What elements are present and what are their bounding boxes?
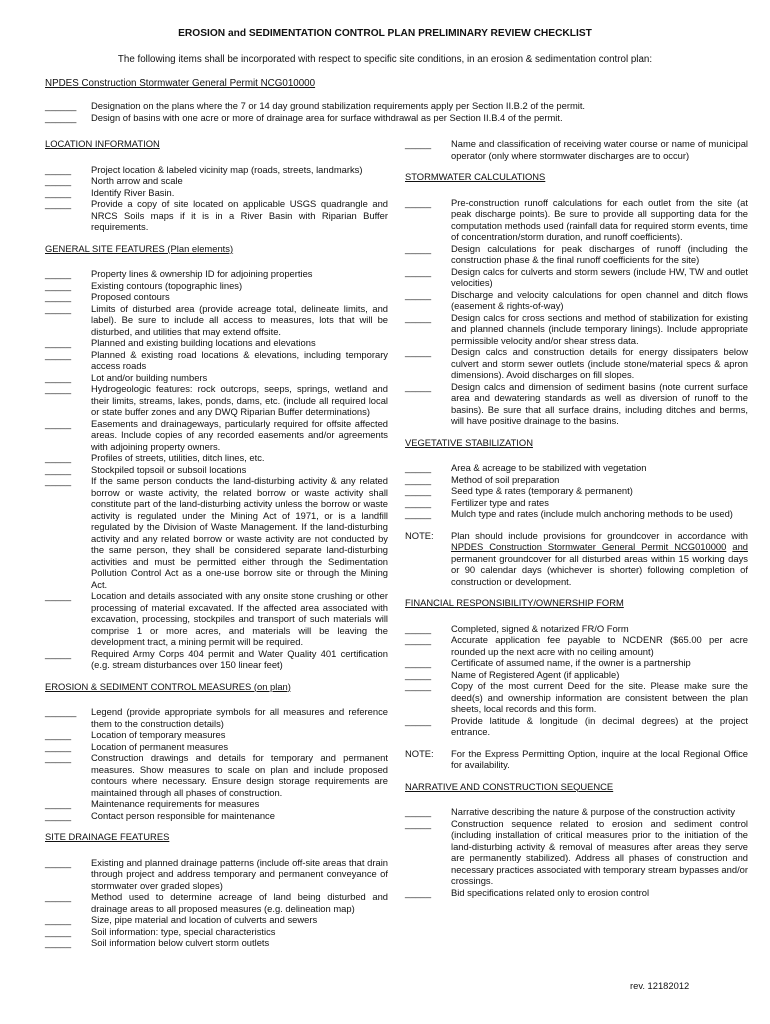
page-title: EROSION and SEDIMENTATION CONTROL PLAN PRELIMINARY REVIEW CHECKLIST bbox=[178, 28, 592, 39]
check-blank[interactable]: _____ bbox=[45, 383, 72, 394]
check-blank[interactable]: _____ bbox=[45, 590, 72, 601]
check-blank[interactable]: _____ bbox=[45, 371, 72, 383]
check-blank[interactable]: _____ bbox=[45, 463, 72, 475]
check-blank[interactable]: _____ bbox=[45, 268, 72, 279]
note-label: NOTE: bbox=[405, 529, 434, 541]
list-item: _____ Design calculations for peak discharges of runoff (including the construction phase & the final runoff coefficients for the site) bbox=[405, 242, 748, 265]
check-blank[interactable]: _____ bbox=[45, 417, 72, 429]
list-item: _____ Profiles of streets, utilities, ditch lines, etc. bbox=[45, 452, 265, 463]
list-item: _____ Proposed contours bbox=[45, 291, 170, 302]
list-item: _____ Property lines & ownership ID for adjoining properties bbox=[45, 268, 313, 279]
list-item: _____ Existing and planned drainage patterns (include off-site areas that drain through project and address temporary and permanent conveyance of stormwater over graded slopes) bbox=[45, 856, 388, 891]
list-item: _____ Area & acreage to be stabilized with vegetation bbox=[405, 462, 647, 473]
list-item: _____ If the same person conducts the land-disturbing activity & any related borrow or waste activity, the related borrow or waste activity shall constitute part of the land-disturbing activity unless the borrow or waste activity is regulated under the Mining Act of 1971, or is a landfill regulated by the Division of Waste Management. If the land-disturbing activity and any related borrow or waste activity are not conducted by the same person, they shall be considered separate land-disturbing activities and must be permitted either through the Sedimentation Pollution Control Act as a one-use borrow site or through the Mining Act. bbox=[45, 475, 388, 590]
check-blank[interactable]: _____ bbox=[45, 348, 72, 360]
list-item: _____ Planned & existing road locations & elevations, including temporary access roads bbox=[45, 348, 388, 371]
section-heading: EROSION & SEDIMENT CONTROL MEASURES (on plan) bbox=[45, 680, 291, 692]
list-item: _____ Certificate of assumed name, if the owner is a partnership bbox=[405, 657, 691, 668]
check-blank[interactable]: _____ bbox=[45, 475, 72, 486]
section-heading: FINANCIAL RESPONSIBILITY/OWNERSHIP FORM bbox=[405, 597, 624, 608]
check-blank[interactable]: _____ bbox=[405, 485, 432, 496]
list-item: _____ Location of temporary measures bbox=[45, 729, 226, 740]
list-item: _____ Existing contours (topographic lines) bbox=[45, 279, 243, 291]
check-blank[interactable]: _____ bbox=[405, 473, 432, 485]
list-item: _____ Design calcs and dimension of sediment basins (note current surface area and dewatering standards as well as diversion of runoff to the basins). Be sure that all surface drains, including ditches and berms, will have positive drainage to the basins. bbox=[405, 380, 748, 426]
list-item: _____ Contact person responsible for maintenance bbox=[45, 809, 275, 821]
check-blank[interactable]: _____ bbox=[45, 163, 72, 175]
check-blank[interactable]: _____ bbox=[45, 729, 72, 740]
list-item: _____ Narrative describing the nature & purpose of the construction activity bbox=[405, 806, 736, 817]
check-blank[interactable]: _____ bbox=[405, 680, 432, 691]
check-blank[interactable]: _____ bbox=[405, 288, 432, 300]
check-blank[interactable]: _____ bbox=[45, 186, 72, 198]
section-heading: SITE DRAINAGE FEATURES bbox=[45, 831, 170, 842]
check-blank[interactable]: _____ bbox=[45, 914, 72, 925]
note: NOTE: Plan should include provisions for groundcover in accordance with NPDES Construction Stormwater General Permit NCG010000 and permanent groundcover for all disturbed areas within 15 working days or 90 calendar days (whichever is shorter) following completion of construction or development. bbox=[405, 529, 749, 587]
check-blank[interactable]: ______ bbox=[45, 706, 77, 717]
list-item: _____ Method used to determine acreage of land being disturbed and drainage areas to all proposed measures (e.g. delineation map) bbox=[45, 891, 388, 914]
list-item: _____ Construction sequence related to erosion and sediment control (including installation of critical measures prior to the initiation of the land-disturbing activity & removal of measures after areas they serve are permanently stabilized). Address all phases of construction and necessary practices associated with temporary stream bypasses and/or crossings. bbox=[405, 817, 749, 886]
check-blank[interactable]: _____ bbox=[45, 891, 72, 902]
list-item: _____ Pre-construction runoff calculations for each outlet from the site (at peak discharge points). Be sure to provide all supporting data for the computation methods used (rainfall data for required storm events, time of concentration/storm duration, and runoff coefficients). bbox=[405, 196, 748, 242]
list-item: _____ Hydrogeologic features: rock outcrops, seeps, springs, wetland and their limits, streams, lakes, ponds, dams, etc. (include all required local or state buffer zones and any DWQ Riparian Buffer determinations) bbox=[45, 383, 388, 417]
list-item: _____ Provide latitude & longitude (in decimal degrees) at the project entrance. bbox=[405, 714, 748, 737]
list-item: _____ Construction drawings and details for temporary and permanent measures. Show measures to scale on plan and include proposed contours where necessary. Ensure design storage requirements are maintained through all phases of construction. bbox=[45, 752, 388, 798]
section-heading: LOCATION INFORMATION bbox=[45, 138, 160, 149]
check-blank[interactable]: _____ bbox=[405, 196, 432, 208]
list-item: _____ Copy of the most current Deed for the site. Please make sure the deed(s) and ownership information are consistent between the plan sheets, local records and this form. bbox=[405, 680, 748, 714]
revision-label: rev. 12182012 bbox=[630, 980, 690, 991]
check-blank[interactable]: ______ bbox=[45, 111, 77, 123]
list-item: _____ Provide a copy of site located on applicable USGS quadrangle and NRCS Soils maps if it is in a River Basin with Riparian Buffer requirements. bbox=[45, 198, 388, 232]
check-blank[interactable]: _____ bbox=[45, 798, 72, 809]
section-heading: STORMWATER CALCULATIONS bbox=[405, 171, 546, 182]
list-item: _____ Name and classification of receiving water course or name of municipal operator (only where stormwater discharges are to occur) bbox=[405, 138, 748, 161]
check-blank[interactable]: _____ bbox=[45, 856, 72, 868]
check-blank[interactable]: _____ bbox=[45, 809, 72, 821]
check-blank[interactable]: _____ bbox=[45, 175, 72, 186]
check-blank[interactable]: ______ bbox=[45, 100, 77, 111]
note-label: NOTE: bbox=[405, 747, 434, 759]
right-column bbox=[405, 138, 748, 898]
permit-link: NPDES Construction Stormwater General Permit NCG010000 bbox=[451, 541, 727, 552]
permit-items bbox=[45, 100, 725, 123]
list-item: _____ Design calcs for cross sections and method of stabilization for existing and planned channels (include temporary linings). Include appropriate permissible velocity and/or shear stress data. bbox=[405, 311, 748, 346]
list-item: _____ Easements and drainageways, particularly required for offsite affected areas. Include copies of any recorded easements and/or agreements with adjoining property owners. bbox=[45, 417, 388, 452]
check-blank[interactable]: _____ bbox=[45, 198, 72, 209]
check-blank[interactable]: _____ bbox=[405, 622, 432, 634]
list-item: _____ North arrow and scale bbox=[45, 175, 183, 186]
check-blank[interactable]: _____ bbox=[405, 311, 432, 323]
check-blank[interactable]: _____ bbox=[45, 452, 72, 463]
check-blank[interactable]: _____ bbox=[405, 138, 432, 149]
check-blank[interactable]: _____ bbox=[405, 668, 432, 680]
list-item: _____ Lot and/or building numbers bbox=[45, 371, 208, 383]
check-blank[interactable]: _____ bbox=[405, 886, 432, 898]
permit-reference: NPDES Construction Stormwater General Permit NCG010000 bbox=[45, 78, 316, 89]
list-item: _____ Planned and existing building locations and elevations bbox=[45, 337, 316, 348]
list-item: _____ Bid specifications related only to erosion control bbox=[405, 886, 650, 898]
check-blank[interactable]: _____ bbox=[405, 462, 432, 473]
section-heading: VEGETATIVE STABILIZATION bbox=[405, 436, 533, 448]
section-heading: NARRATIVE AND CONSTRUCTION SEQUENCE bbox=[405, 780, 614, 792]
section-heading: GENERAL SITE FEATURES (Plan elements) bbox=[45, 242, 234, 254]
list-item: _____ Seed type & rates (temporary & permanent) bbox=[405, 485, 633, 496]
check-blank[interactable]: _____ bbox=[45, 752, 72, 763]
list-item: _____ Discharge and velocity calculations for open channel and ditch flows (easement & rights-of-way) bbox=[405, 288, 748, 311]
list-item: _____ Accurate application fee payable to NCDENR ($65.00 per acre rounded up the next acre with no ceiling amount) bbox=[405, 634, 748, 657]
list-item: _____ Soil information below culvert storm outlets bbox=[45, 937, 270, 948]
check-blank[interactable]: _____ bbox=[405, 817, 432, 829]
list-item: _____ Design calcs for culverts and storm sewers (include HW, TW and outlet velocities) bbox=[405, 265, 748, 288]
check-blank[interactable]: _____ bbox=[405, 714, 432, 726]
check-blank[interactable]: _____ bbox=[405, 634, 432, 645]
check-blank[interactable]: _____ bbox=[45, 925, 72, 937]
check-blank[interactable]: _____ bbox=[405, 496, 432, 508]
check-blank[interactable]: _____ bbox=[45, 647, 72, 659]
check-blank[interactable]: _____ bbox=[45, 302, 72, 314]
list-item: ______ Design of basins with one acre or more of drainage area for surface withdrawal as per Section II.B.4 of the permit. bbox=[45, 111, 563, 123]
list-item: _____ Project location & labeled vicinity map (roads, streets, landmarks) bbox=[45, 163, 363, 175]
list-item: _____ Limits of disturbed area (provide acreage total, delineate limits, and label). Be sure to include all access to measures, lots that will be disturbed, and utilities that may extend offsite. bbox=[45, 302, 388, 337]
check-blank[interactable]: _____ bbox=[45, 337, 72, 348]
check-blank[interactable]: _____ bbox=[405, 380, 432, 392]
list-item: _____ Maintenance requirements for measures bbox=[45, 798, 260, 809]
check-blank[interactable]: _____ bbox=[45, 291, 72, 302]
list-item: _____ Soil information: type, special characteristics bbox=[45, 925, 276, 937]
intro-text: The following items shall be incorporated with respect to specific site conditions, in an erosion & sedimentation control plan: bbox=[117, 54, 653, 65]
check-blank[interactable]: _____ bbox=[45, 937, 72, 948]
list-item: _____ Method of soil preparation bbox=[405, 473, 560, 485]
list-item: _____ Required Army Corps 404 permit and Water Quality 401 certification (e.g. stream disturbances over 150 linear feet) bbox=[45, 647, 388, 670]
check-blank[interactable]: _____ bbox=[405, 242, 432, 254]
list-item: _____ Fertilizer type and rates bbox=[405, 496, 549, 508]
list-item: _____ Name of Registered Agent (if applicable) bbox=[405, 668, 620, 680]
list-item: _____ Design calcs and construction details for energy dissipaters below culvert and storm sewer outlets (include stone/material specs & apron dimensions). Avoid discharges on fill slopes. bbox=[405, 346, 748, 380]
list-item: _____ Location and details associated with any onsite stone crushing or other processing of material excavated. If the affected area associated with excavation, processing, stockpiles and transport of such materials will comprise 1 or more acres, and materials will be leaving the development tract, a mining permit will be required. bbox=[45, 590, 388, 647]
check-blank[interactable]: _____ bbox=[405, 265, 432, 277]
list-item: _____ Completed, signed & notarized FR/O Form bbox=[405, 622, 629, 634]
list-item: ______ Designation on the plans where the 7 or 14 day ground stabilization requirements apply per Section II.B.2 of the permit. bbox=[45, 100, 586, 111]
check-blank[interactable]: _____ bbox=[405, 346, 432, 357]
list-item: ______ Legend (provide appropriate symbols for all measures and reference them to the construction details) bbox=[45, 706, 388, 729]
check-blank[interactable]: _____ bbox=[405, 806, 432, 817]
check-blank[interactable]: _____ bbox=[45, 740, 72, 752]
left-column bbox=[45, 138, 388, 949]
check-blank[interactable]: _____ bbox=[45, 279, 72, 291]
list-item: _____ Mulch type and rates (include mulch anchoring methods to be used) bbox=[405, 508, 733, 519]
list-item: _____ Identify River Basin. bbox=[45, 186, 175, 198]
note: NOTE: For the Express Permitting Option, inquire at the local Regional Office for availability. bbox=[405, 747, 748, 770]
list-item: _____ Location of permanent measures bbox=[45, 740, 229, 752]
check-blank[interactable]: _____ bbox=[405, 508, 432, 519]
check-blank[interactable]: _____ bbox=[405, 657, 432, 668]
list-item: _____ Size, pipe material and location of culverts and sewers bbox=[45, 914, 318, 925]
list-item: _____ Stockpiled topsoil or subsoil locations bbox=[45, 463, 247, 475]
